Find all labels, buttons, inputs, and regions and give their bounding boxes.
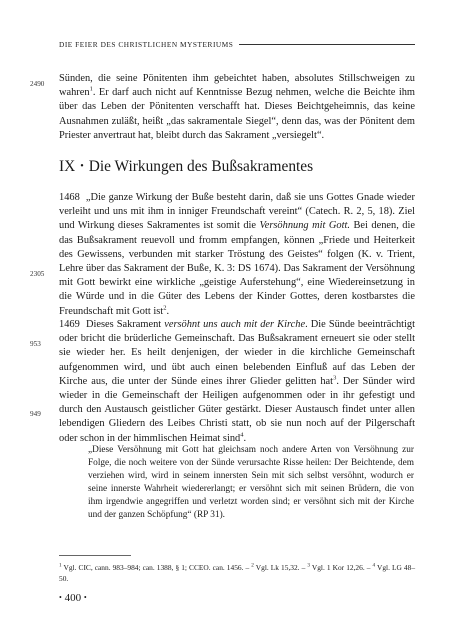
footnote-marker-2: 2 <box>251 562 254 569</box>
footnotes: $^1$ Vgl. CIC, cann. 983–984; can. 1388, § 1; CCEO. can. 1456. – $^2$ Vgl. Lk 15,32. – $^3$ Vgl. 1 Kor 12,26. – $^4$ Vgl. LG 48–50. <box>59 562 416 583</box>
running-head-rule <box>239 44 415 45</box>
section-heading <box>59 158 419 176</box>
footnote-marker-4: 4 <box>372 562 376 569</box>
margin-reference-949: 949 <box>30 410 41 418</box>
running-head-title: DIE FEIER DES CHRISTLICHEN MYSTERIUMS <box>59 40 234 49</box>
paragraph-number: 1469 <box>59 319 80 330</box>
footnote-marker-1: 1 <box>59 562 62 569</box>
footnote-ref-2: 2 <box>163 304 167 312</box>
paragraph-1469: 1469 Dieses Sakrament versöhnt uns auch mit der Kirche. Die Sünde beeinträchtigt oder bricht die brüderliche Gemeinschaft. Das Bußsakrament erneuert sie oder stellt sie wieder her. Es heilt denjenigen, der wieder in die kirchliche Gemeinschaft aufgenommen wird, und übt auch einen belebenden Einfluß auf das Leben der Kirche aus, die unter der Sünde eines ihrer Glieder gelitten hat$^3$. Der Sünder wird wieder in die Gemeinschaft der Heiligen aufgenommen oder in ihr gefestigt und durch den Austausch geistlicher Güter gestärkt. Dieser Austausch findet unter allen lebendigen Gliedern des Leibes Christi statt, ob sie nun noch auf der Pilgerschaft oder schon in der himmlischen Heimat sind$^4$. <box>59 319 415 444</box>
block-quote: „Diese Versöhnung mit Gott hat gleichsam noch andere Arten von Versöhnung zur Folge, die noch weitere von der Sünde verursachte Risse heilen: Der Beichtende, dem verziehen wird, wird in seinem innersten Sein mit sich selbst versöhnt, wodurch er seine innerste Wahrheit wiedererlangt; er versöhnt sich mit seinen Brüdern, die von ihm irgendwie angegriffen und verletzt worden sind; er versöhnt sich mit der Kirche und der ganzen Schöpfung“ (RP 31). <box>88 445 414 520</box>
section-separator: • <box>80 161 84 172</box>
footnote-ref-3: 3 <box>333 374 337 382</box>
section-title: Die Wirkungen des Bußsakramentes <box>88 158 314 175</box>
page-number-value: 400 <box>64 592 82 604</box>
page-number-bullet-right: • <box>83 593 87 602</box>
paragraph-1468: 1468 „Die ganze Wirkung der Buße besteht darin, daß sie uns Gottes Gnade wieder verleiht und uns mit ihm in inniger Freundschaft vereint“ (Catech. R. 2, 5, 18). Ziel und Wirkung dieses Sakramentes ist somit die Versöhnung mit Gott. Bei denen, die das Bußsakrament reuevoll und fromm empfangen, können „Friede und Heiterkeit des Gewissens, verbunden mit starker Tröstung des Geistes“ folgen (K. v. Trient, Lehre über das Sakrament der Buße, K. 3: DS 1674). Das Sakrament der Versöhnung mit Gott bewirkt eine wirkliche „geistige Auferstehung“, eine Wiedereinsetzung in die Würde und in die Güter des Lebens der Kinder Gottes, deren kostbarstes die Freundschaft mit Gott ist$^2$. <box>59 192 415 317</box>
footnote-ref-1: 1 <box>89 85 93 93</box>
footnote-marker-3: 3 <box>307 562 310 569</box>
margin-reference-953: 953 <box>30 340 41 348</box>
page-number <box>59 592 87 604</box>
paragraph-number: 1468 <box>59 192 80 203</box>
running-head <box>59 40 415 49</box>
page-number-bullet-left: • <box>59 593 62 602</box>
footnote-divider <box>59 555 131 556</box>
paragraph-confessional-seal: Sünden, die seine Pönitenten ihm gebeichtet haben, absolutes Stillschweigen zu wahren$^1$. Er darf auch nicht auf Kenntnisse Bezug nehmen, welche die Beichte ihm über das Leben der Pönitenten verschafft hat. Dieses Beichtgeheimnis, das keine Ausnahmen zuläßt, heißt „das sakramentale Siegel“, denn das, was der Pönitent dem Priester anvertraut hat, bleibt durch das Sakrament „versiegelt“. <box>59 73 415 141</box>
footnote-ref-4: 4 <box>240 431 244 439</box>
margin-reference-2305: 2305 <box>30 270 45 278</box>
margin-reference-2490: 2490 <box>30 80 45 88</box>
section-number: IX <box>59 158 76 175</box>
